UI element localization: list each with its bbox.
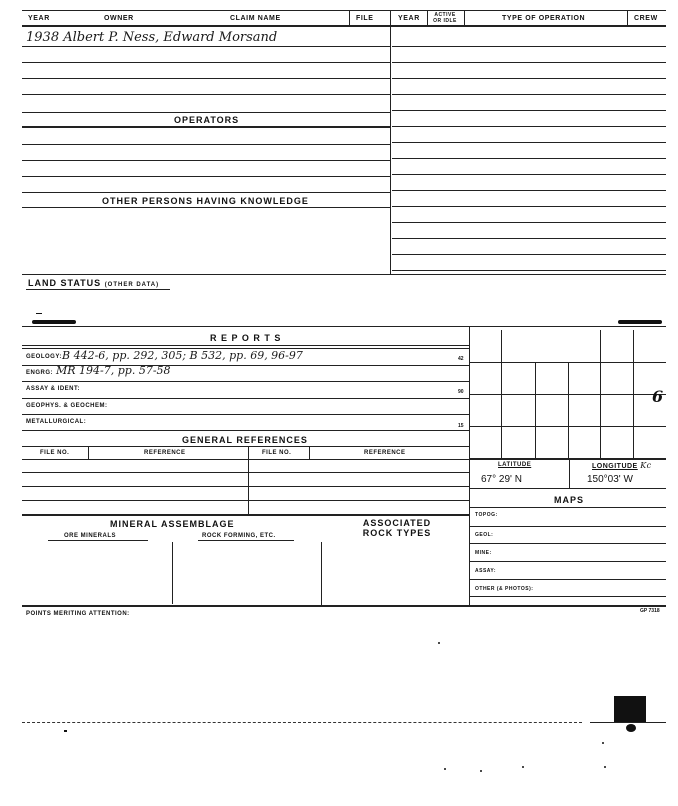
gr-col-file-no-2: FILE NO. xyxy=(262,450,292,456)
reports-row-line xyxy=(22,381,469,382)
engrg-entry: MR 194-7, pp. 57-58 xyxy=(56,364,171,377)
operators-title: OPERATORS xyxy=(174,115,240,125)
reports-row-line xyxy=(22,398,469,399)
operation-row-line xyxy=(392,254,666,255)
owner-row-line xyxy=(22,78,390,79)
other-persons-top-line xyxy=(22,192,390,193)
gr-col-reference: REFERENCE xyxy=(144,450,186,456)
top-border xyxy=(22,10,666,11)
operation-row-line xyxy=(392,206,666,207)
active-column-line-2 xyxy=(464,10,465,26)
latitude-label: LATITUDE xyxy=(498,462,532,468)
operation-row-line xyxy=(392,270,666,271)
operation-row-line xyxy=(392,94,666,95)
mineral-assemblage-title: MINERAL ASSEMBLAGE xyxy=(110,519,235,529)
other-persons-underline xyxy=(22,207,390,208)
operation-row-line xyxy=(392,78,666,79)
metallurgical-label: METALLURGICAL: xyxy=(26,419,87,425)
operators-top-line xyxy=(22,112,390,113)
operators-underline xyxy=(22,126,390,128)
maps-underline xyxy=(470,507,666,508)
gr-col-divider xyxy=(248,446,249,514)
active-column-line xyxy=(427,10,428,26)
ink-mark xyxy=(618,320,662,324)
ink-mark xyxy=(32,320,76,324)
geology-code: 42 xyxy=(458,356,464,362)
maps-row-line xyxy=(470,543,666,544)
owner-row-line xyxy=(22,94,390,95)
operator-row-line xyxy=(22,176,390,177)
ore-underline xyxy=(48,540,148,541)
gr-row-line xyxy=(22,459,469,460)
geophys-label: GEOPHYS. & GEOCHEM: xyxy=(26,403,108,409)
rock-underline xyxy=(198,540,294,541)
header-year-2: YEAR xyxy=(398,15,420,22)
reports-row-line xyxy=(22,430,469,431)
maps-mine: MINE: xyxy=(475,550,492,556)
ink-dot xyxy=(64,730,67,732)
crew-column-line xyxy=(627,10,628,26)
land-status-sub: (OTHER DATA) xyxy=(104,282,160,288)
mineral-col-divider xyxy=(321,542,322,606)
ink-dot xyxy=(522,766,524,768)
latlong-divider xyxy=(569,459,570,488)
form-number: GP 7318 xyxy=(640,608,660,614)
maps-title: MAPS xyxy=(554,495,585,505)
gr-col-divider xyxy=(309,446,310,460)
header-underline xyxy=(22,25,666,27)
operation-row-line xyxy=(392,238,666,239)
assay-label: ASSAY & IDENT: xyxy=(26,386,81,392)
longitude-extra: Kc xyxy=(640,461,652,470)
bottom-top-line xyxy=(22,274,666,275)
other-persons-title: OTHER PERSONS HAVING KNOWLEDGE xyxy=(102,196,309,206)
ink-dot xyxy=(602,742,604,744)
longitude-label: LONGITUDE xyxy=(592,463,638,470)
operation-row-line xyxy=(392,174,666,175)
general-references-title: GENERAL REFERENCES xyxy=(182,435,308,445)
land-status-title xyxy=(28,278,159,288)
maps-geol: GEOL: xyxy=(475,532,494,538)
maps-assay: ASSAY: xyxy=(475,568,497,574)
geology-label: GEOLOGY: xyxy=(26,354,62,360)
land-status-underline xyxy=(26,289,170,290)
ink-dot xyxy=(444,768,446,770)
latitude-value: 67° 29' N xyxy=(481,474,522,485)
ink-dash xyxy=(36,313,42,314)
maps-topog: TOPOG: xyxy=(475,512,498,518)
operation-row-line xyxy=(392,46,666,47)
operation-row-line xyxy=(392,222,666,223)
ink-dot xyxy=(438,642,440,644)
file-column-line xyxy=(349,10,350,26)
scan-line xyxy=(590,722,666,723)
metallurgical-code: 15 xyxy=(458,423,464,429)
gr-row-line xyxy=(22,486,469,487)
maps-row-line xyxy=(470,526,666,527)
points-meriting-label: POINTS MERITING ATTENTION: xyxy=(26,611,130,617)
reports-row-line xyxy=(22,414,469,415)
ore-minerals-label: ORE MINERALS xyxy=(64,533,117,539)
ink-dot xyxy=(626,724,636,732)
gr-col-reference-2: REFERENCE xyxy=(364,450,406,456)
operator-row-line xyxy=(22,144,390,145)
top-divider xyxy=(390,10,391,274)
gr-row-line xyxy=(22,472,469,473)
reports-header-line xyxy=(22,345,469,346)
ink-mark xyxy=(614,696,646,722)
header-claim-name: CLAIM NAME xyxy=(230,15,281,22)
general-references-underline xyxy=(22,446,469,447)
grid-line xyxy=(535,362,536,458)
owner-row-line xyxy=(22,46,390,47)
owner-row-line xyxy=(22,62,390,63)
ink-dot xyxy=(480,770,482,772)
reports-title: R E P O R T S xyxy=(210,333,282,343)
header-year: YEAR xyxy=(28,15,50,22)
operation-row-line xyxy=(392,110,666,111)
engrg-label: ENGRG: xyxy=(26,370,53,376)
owner-entry: 1938 Albert P. Ness, Edward Morsand xyxy=(26,30,278,45)
ink-dot xyxy=(604,766,606,768)
operation-row-line xyxy=(392,190,666,191)
header-type-of-operation: TYPE OF OPERATION xyxy=(502,15,586,22)
gr-bottom-line xyxy=(22,514,469,516)
operation-row-line xyxy=(392,142,666,143)
associated-rock-types: ASSOCIATED ROCK TYPES xyxy=(362,518,432,538)
circle-mark: 6 xyxy=(652,387,664,406)
land-status-label: LAND STATUS xyxy=(28,278,102,288)
gr-row-line xyxy=(22,500,469,501)
grid-bottom-line xyxy=(470,458,666,460)
geology-entry: B 442-6, pp. 292, 305; B 532, pp. 69, 96-97 xyxy=(62,349,303,362)
operation-row-line xyxy=(392,158,666,159)
operator-row-line xyxy=(22,160,390,161)
maps-row-line xyxy=(470,596,666,597)
header-owner: OWNER xyxy=(104,15,134,22)
reports-right-border xyxy=(469,326,470,606)
maps-row-line xyxy=(470,561,666,562)
reports-top-line xyxy=(22,326,666,327)
header-active-idle: ACTIVE OR IDLE xyxy=(433,12,457,24)
operation-row-line xyxy=(392,62,666,63)
assay-code: 90 xyxy=(458,389,464,395)
grid-line xyxy=(568,362,569,458)
mineral-col-divider xyxy=(172,542,173,604)
rock-forming-label: ROCK FORMING, ETC. xyxy=(202,533,276,539)
grid-line xyxy=(470,362,666,363)
scan-line xyxy=(22,722,582,723)
header-file: FILE xyxy=(356,15,374,22)
longitude-label-wrap xyxy=(592,461,652,470)
gr-col-file-no: FILE NO. xyxy=(40,450,70,456)
operation-row-line xyxy=(392,126,666,127)
maps-row-line xyxy=(470,579,666,580)
mineral-bottom-line xyxy=(22,605,666,607)
longitude-value: 150°03' W xyxy=(587,474,633,485)
grid-line xyxy=(470,394,666,395)
gr-col-divider xyxy=(88,446,89,460)
maps-other: OTHER (& PHOTOS): xyxy=(475,586,534,592)
grid-line xyxy=(470,426,666,427)
header-crew: CREW xyxy=(634,15,658,22)
latlong-bottom-line xyxy=(470,488,666,489)
